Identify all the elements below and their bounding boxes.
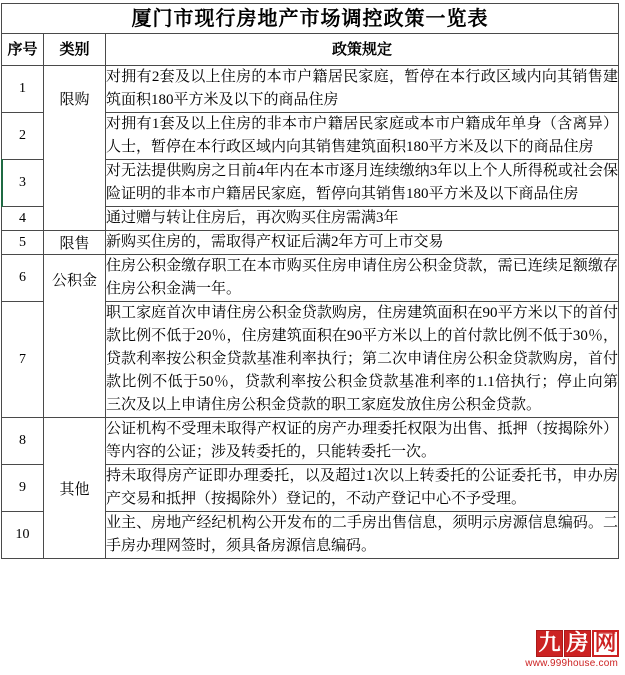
watermark-logo-icon xyxy=(489,629,619,657)
row-rule-3: 对无法提供购房之日前4年内在本市逐月连续缴纳3年以上个人所得税或社会保险证明的非本市户籍居民家庭，暂停向其销售180平方米及以下商品住房 xyxy=(106,160,619,207)
category-cell-xianshou: 限售 xyxy=(44,231,106,255)
site-watermark xyxy=(489,629,619,671)
policy-table xyxy=(1,3,619,559)
watermark-glyph-3: 网 xyxy=(592,630,619,657)
row-rule-9: 持未取得房产证即办理委托，以及超过1次以上转委托的公证委托书，申办房产交易和抵押（按揭除外）登记的，不动产登记中心不予受理。 xyxy=(106,465,619,512)
row-rule-10: 业主、房地产经纪机构公开发布的二手房出售信息，须明示房源信息编码。二手房办理网签时，须具备房源信息编码。 xyxy=(106,512,619,559)
page-title: 厦门市现行房地产市场调控政策一览表 xyxy=(2,4,619,34)
column-header-category: 类别 xyxy=(44,34,106,66)
row-rule-1: 对拥有2套及以上住房的本市户籍居民家庭，暂停在本行政区域内向其销售建筑面积180平方米及以下的商品住房 xyxy=(106,66,619,113)
table-row xyxy=(2,66,619,113)
column-header-seq: 序号 xyxy=(2,34,44,66)
row-seq-3: 3 xyxy=(2,160,44,207)
row-seq-2: 2 xyxy=(2,113,44,160)
row-seq-5: 5 xyxy=(2,231,44,255)
row-rule-4: 通过赠与转让住房后，再次购买住房需满3年 xyxy=(106,207,619,231)
row-seq-4: 4 xyxy=(2,207,44,231)
row-seq-10: 10 xyxy=(2,512,44,559)
watermark-glyph-2: 房 xyxy=(564,630,591,657)
table-header-row xyxy=(2,34,619,66)
row-seq-1: 1 xyxy=(2,66,44,113)
table-row xyxy=(2,231,619,255)
row-rule-7: 职工家庭首次申请住房公积金贷款购房，住房建筑面积在90平方米以下的首付款比例不低于20％，住房建筑面积在90平方米以上的首付款比例不低于30％，贷款利率按公积金贷款基准利率执行；第二次申请住房公积金贷款购房，首付款比例不低于50％，贷款利率按公积金贷款基准利率的1.1倍执行；停止向第三次及以上申请住房公积金贷款的职工家庭发放住房公积金贷款。 xyxy=(106,302,619,418)
table-title-row xyxy=(2,4,619,34)
column-header-rule: 政策规定 xyxy=(106,34,619,66)
row-rule-5: 新购买住房的，需取得产权证后满2年方可上市交易 xyxy=(106,231,619,255)
watermark-url: www.999house.com xyxy=(525,658,618,669)
row-seq-8: 8 xyxy=(2,418,44,465)
row-rule-6: 住房公积金缴存职工在本市购买住房申请住房公积金贷款，需已连续足额缴存住房公积金满一年。 xyxy=(106,255,619,302)
category-cell-xiangou: 限购 xyxy=(44,66,106,231)
row-rule-8: 公证机构不受理未取得产权证的房产办理委托权限为出售、抵押（按揭除外）等内容的公证；涉及转委托的，只能转委托一次。 xyxy=(106,418,619,465)
row-seq-7: 7 xyxy=(2,302,44,418)
row-seq-9: 9 xyxy=(2,465,44,512)
category-cell-gongjijin: 公积金 xyxy=(44,255,106,418)
table-row xyxy=(2,418,619,465)
category-cell-qita: 其他 xyxy=(44,418,106,559)
row-seq-6: 6 xyxy=(2,255,44,302)
row-rule-2: 对拥有1套及以上住房的非本市户籍居民家庭或本市户籍成年单身（含离异）人士，暂停在本行政区域内向其销售建筑面积180平方米及以下的商品住房 xyxy=(106,113,619,160)
watermark-glyph-1: 九 xyxy=(536,630,563,657)
table-row xyxy=(2,255,619,302)
